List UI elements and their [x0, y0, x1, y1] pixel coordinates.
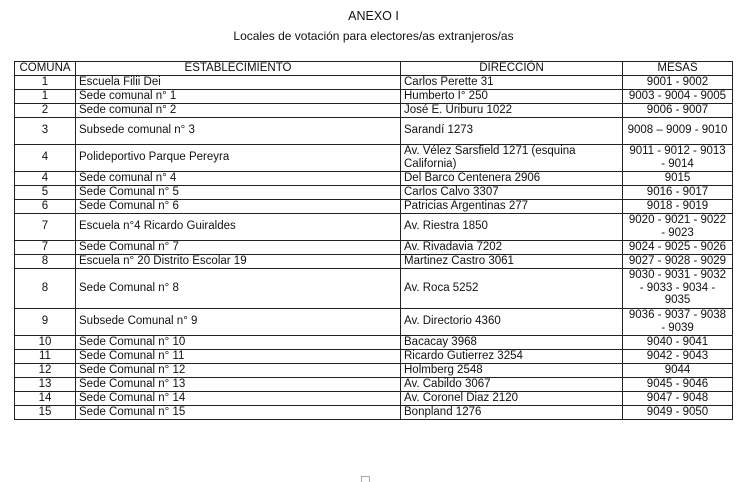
document-title: ANEXO I: [348, 9, 399, 23]
cell-comuna: 8: [15, 268, 76, 308]
cell-establecimiento: Sede Comunal n° 10: [76, 335, 401, 349]
table-row: [15, 117, 733, 144]
cell-direccion: Bacacay 3968: [401, 335, 623, 349]
table-header-row: [15, 62, 733, 76]
cell-direccion: Carlos Perette 31: [401, 75, 623, 89]
cell-establecimiento: Escuela n° 20 Distrito Escolar 19: [76, 254, 401, 268]
cell-mesas: 9003 - 9004 - 9005: [623, 89, 733, 103]
cell-mesas: 9020 - 9021 - 9022 - 9023: [623, 213, 733, 240]
cell-establecimiento: Sede Comunal n° 7: [76, 240, 401, 254]
cell-comuna: 12: [15, 363, 76, 377]
cell-mesas: 9049 - 9050: [623, 405, 733, 419]
cell-comuna: 1: [15, 75, 76, 89]
cell-mesas: 9006 - 9007: [623, 103, 733, 117]
document-subtitle: Locales de votación para electores/as extranjeros/as: [233, 29, 514, 43]
cell-direccion: Av. Coronel Diaz 2120: [401, 391, 623, 405]
cell-comuna: 15: [15, 405, 76, 419]
cell-direccion: Av. Rivadavia 7202: [401, 240, 623, 254]
table-row: [15, 240, 733, 254]
cell-mesas: 9040 - 9041: [623, 335, 733, 349]
cell-establecimiento: Subsede Comunal n° 9: [76, 308, 401, 335]
cell-establecimiento: Subsede comunal n° 3: [76, 117, 401, 144]
cell-mesas: 9001 - 9002: [623, 75, 733, 89]
cell-direccion: Av. Cabildo 3067: [401, 377, 623, 391]
cell-direccion: José E. Uriburu 1022: [401, 103, 623, 117]
cell-establecimiento: Polideportivo Parque Pereyra: [76, 144, 401, 171]
page-marker-icon: [361, 476, 370, 482]
cell-mesas: 9030 - 9031 - 9032 - 9033 - 9034 - 9035: [623, 268, 733, 308]
cell-establecimiento: Sede Comunal n° 13: [76, 377, 401, 391]
cell-comuna: 4: [15, 144, 76, 171]
cell-direccion: Bonpland 1276: [401, 405, 623, 419]
cell-comuna: 2: [15, 103, 76, 117]
table-row: [15, 377, 733, 391]
cell-direccion: Del Barco Centenera 2906: [401, 171, 623, 185]
table-row: [15, 213, 733, 240]
cell-direccion: Av. Riestra 1850: [401, 213, 623, 240]
cell-comuna: 8: [15, 254, 76, 268]
cell-establecimiento: Sede Comunal n° 14: [76, 391, 401, 405]
cell-comuna: 3: [15, 117, 76, 144]
cell-mesas: 9042 - 9043: [623, 349, 733, 363]
cell-direccion: Humberto I° 250: [401, 89, 623, 103]
cell-mesas: 9045 - 9046: [623, 377, 733, 391]
cell-comuna: 7: [15, 213, 76, 240]
cell-mesas: 9018 - 9019: [623, 199, 733, 213]
table-row: [15, 391, 733, 405]
cell-comuna: 9: [15, 308, 76, 335]
table-row: [15, 89, 733, 103]
header-mesas: MESAS: [623, 62, 733, 76]
polling-places-table: [14, 61, 733, 420]
header-establecimiento: ESTABLECIMIENTO: [76, 62, 401, 76]
cell-establecimiento: Escuela Filii Dei: [76, 75, 401, 89]
table-row: [15, 254, 733, 268]
table-row: [15, 199, 733, 213]
cell-direccion: Ricardo Gutierrez 3254: [401, 349, 623, 363]
cell-establecimiento: Sede comunal n° 2: [76, 103, 401, 117]
cell-comuna: 4: [15, 171, 76, 185]
cell-establecimiento: Sede comunal n° 1: [76, 89, 401, 103]
table-row: [15, 171, 733, 185]
cell-mesas: 9011 - 9012 - 9013 - 9014: [623, 144, 733, 171]
cell-mesas: 9044: [623, 363, 733, 377]
table-row: [15, 363, 733, 377]
table-row: [15, 405, 733, 419]
cell-mesas: 9027 - 9028 - 9029: [623, 254, 733, 268]
cell-establecimiento: Sede Comunal n° 6: [76, 199, 401, 213]
cell-comuna: 1: [15, 89, 76, 103]
cell-direccion: Carlos Calvo 3307: [401, 185, 623, 199]
cell-establecimiento: Sede Comunal n° 15: [76, 405, 401, 419]
cell-establecimiento: Sede comunal n° 4: [76, 171, 401, 185]
cell-establecimiento: Sede Comunal n° 8: [76, 268, 401, 308]
cell-mesas: 9016 - 9017: [623, 185, 733, 199]
cell-direccion: Sarandí 1273: [401, 117, 623, 144]
cell-mesas: 9015: [623, 171, 733, 185]
cell-direccion: Av. Vélez Sarsfield 1271 (esquina California): [401, 144, 623, 171]
table-row: [15, 103, 733, 117]
cell-direccion: Martinez Castro 3061: [401, 254, 623, 268]
cell-direccion: Patricias Argentinas 277: [401, 199, 623, 213]
header-comuna: COMUNA: [15, 62, 76, 76]
table-row: [15, 144, 733, 171]
header-direccion: DIRECCIÓN: [401, 62, 623, 76]
cell-comuna: 7: [15, 240, 76, 254]
cell-establecimiento: Sede Comunal n° 11: [76, 349, 401, 363]
cell-direccion: Av. Roca 5252: [401, 268, 623, 308]
cell-direccion: Holmberg 2548: [401, 363, 623, 377]
cell-mesas: 9024 - 9025 - 9026: [623, 240, 733, 254]
table-row: [15, 185, 733, 199]
cell-mesas: 9008 – 9009 - 9010: [623, 117, 733, 144]
table-row: [15, 335, 733, 349]
cell-comuna: 6: [15, 199, 76, 213]
cell-comuna: 14: [15, 391, 76, 405]
table-row: [15, 308, 733, 335]
cell-establecimiento: Escuela n°4 Ricardo Guiraldes: [76, 213, 401, 240]
cell-establecimiento: Sede Comunal n° 5: [76, 185, 401, 199]
cell-establecimiento: Sede Comunal n° 12: [76, 363, 401, 377]
cell-mesas: 9047 - 9048: [623, 391, 733, 405]
cell-comuna: 13: [15, 377, 76, 391]
cell-comuna: 10: [15, 335, 76, 349]
cell-comuna: 11: [15, 349, 76, 363]
cell-mesas: 9036 - 9037 - 9038 - 9039: [623, 308, 733, 335]
cell-direccion: Av. Directorio 4360: [401, 308, 623, 335]
table-row: [15, 268, 733, 308]
table-row: [15, 75, 733, 89]
cell-comuna: 5: [15, 185, 76, 199]
table-row: [15, 349, 733, 363]
